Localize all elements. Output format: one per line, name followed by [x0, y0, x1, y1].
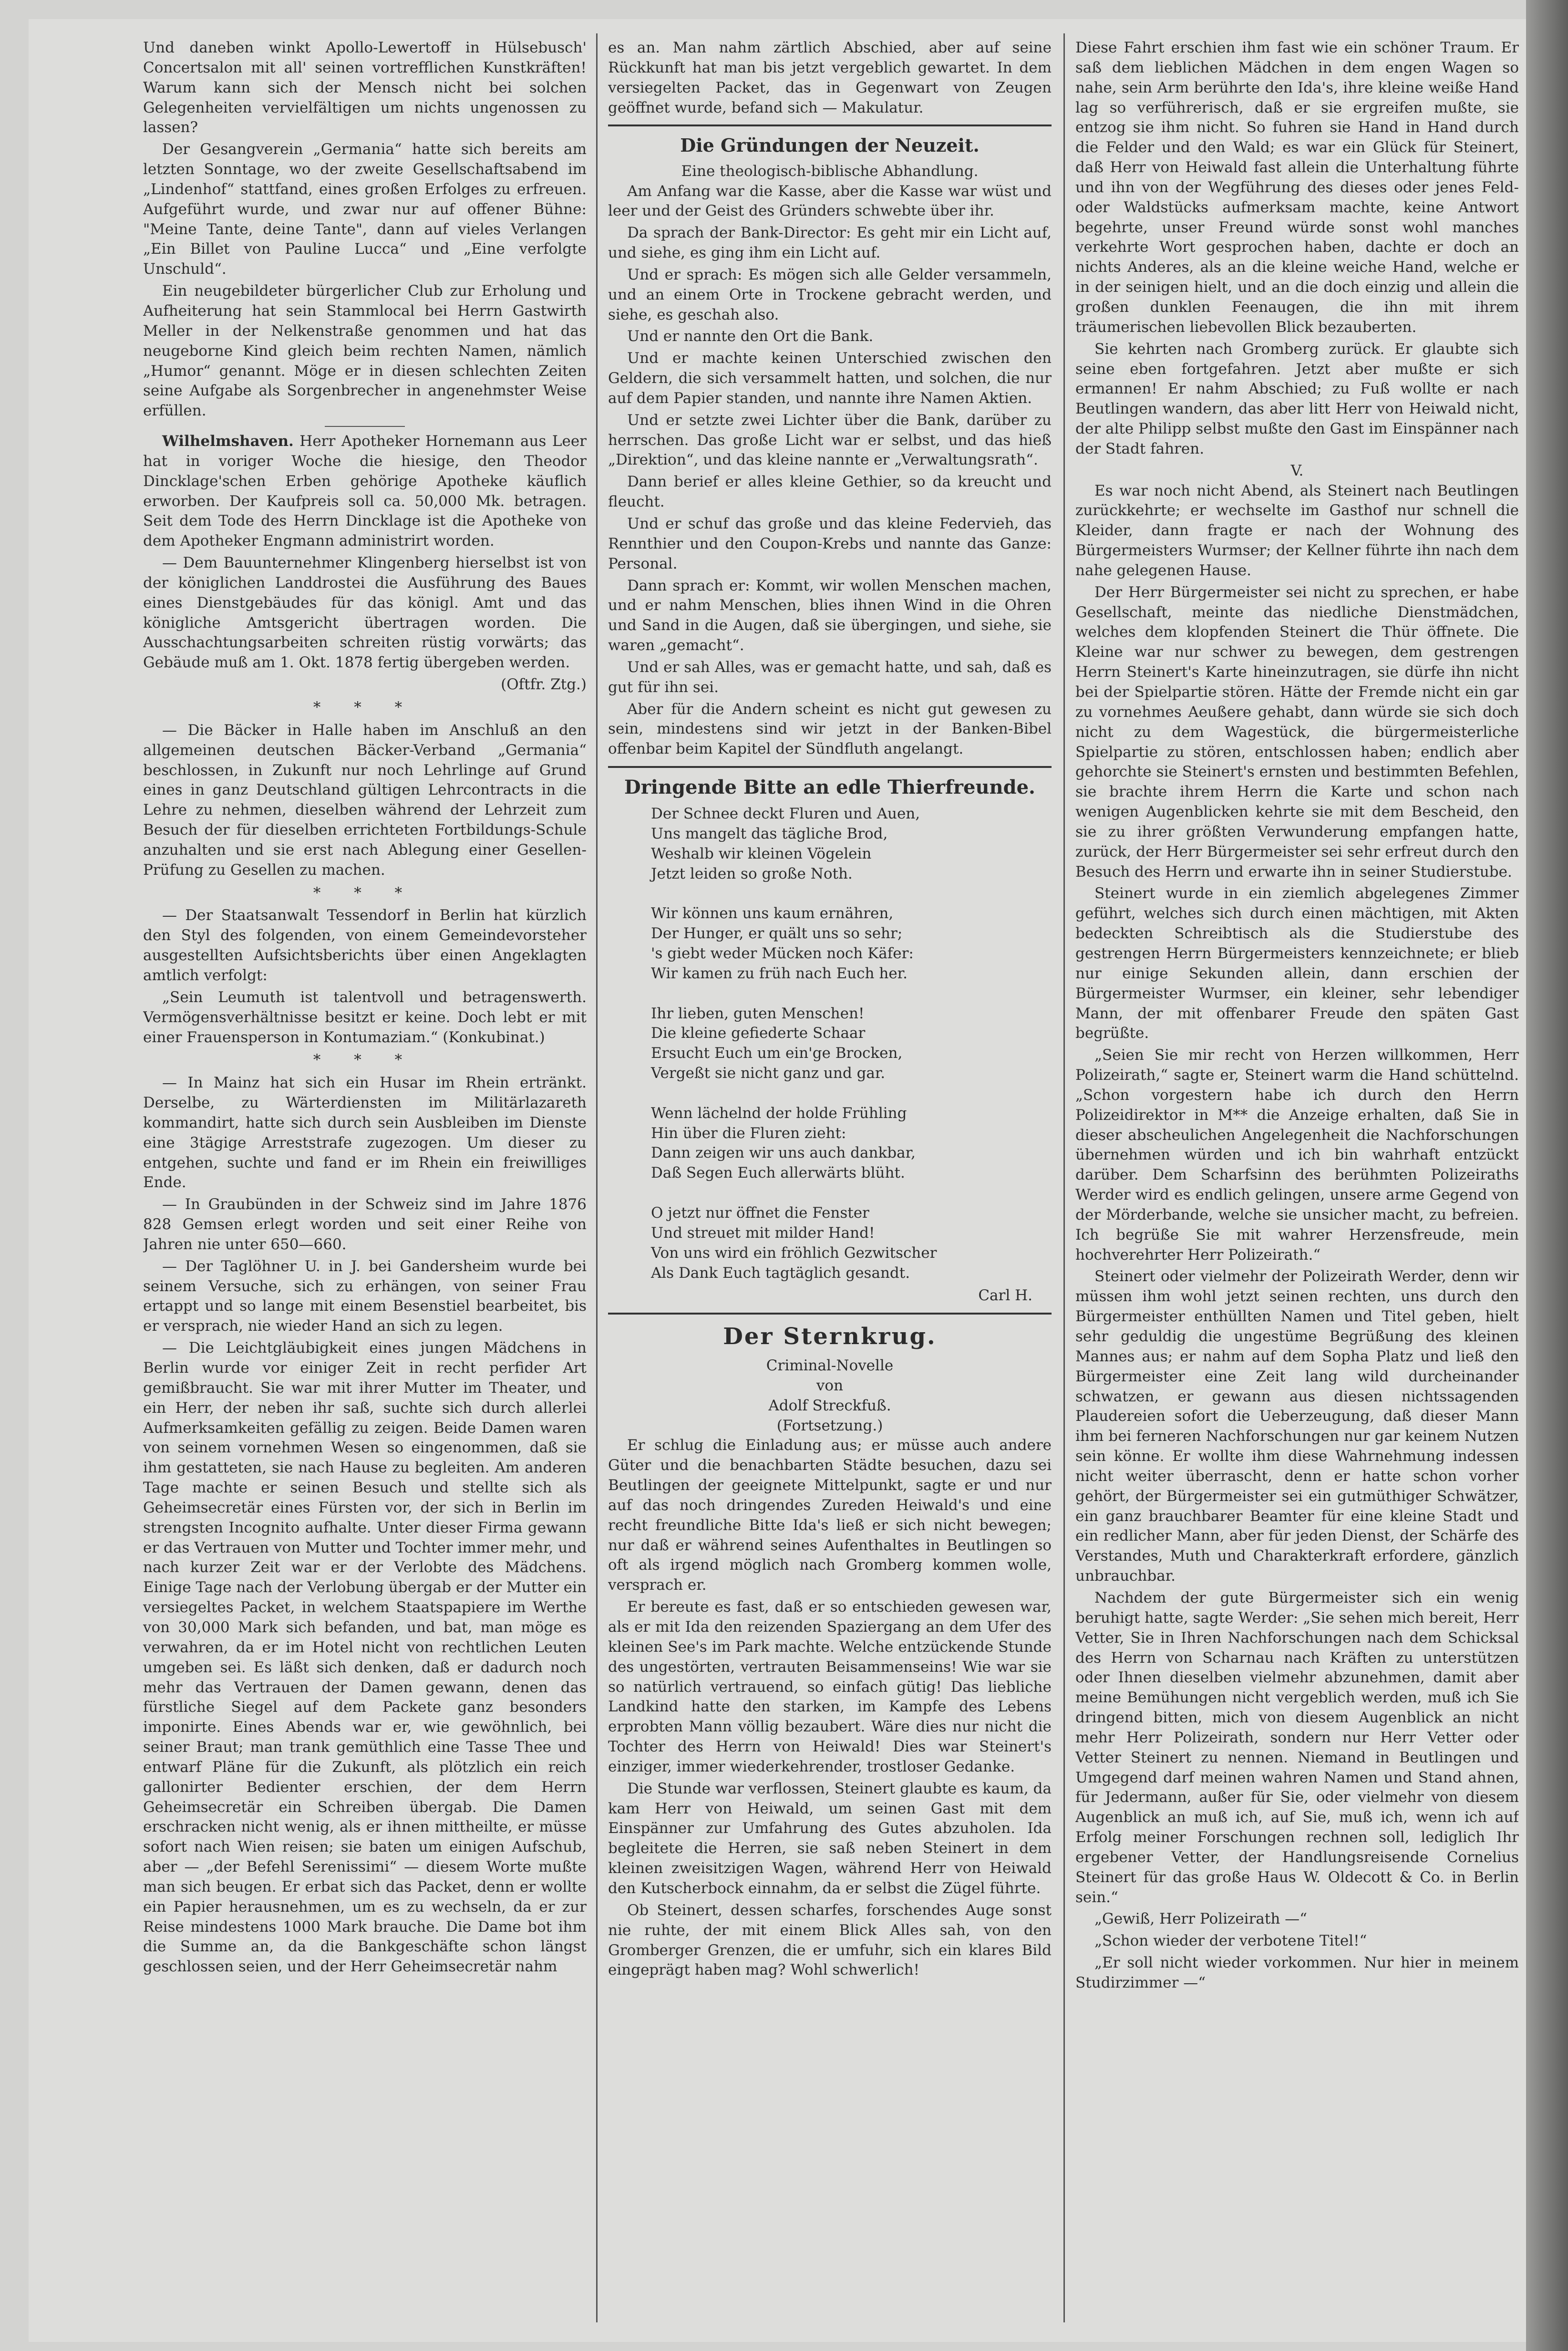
paragraph: Da sprach der Bank-Director: Es geht mir ein Licht auf, und siehe, es ging ihm ein Licht auf.: [608, 224, 1052, 262]
column-middle: [608, 38, 1052, 2313]
dateline: Wilhelmshaven.: [162, 433, 294, 450]
paragraph: Und er nannte den Ort die Bank.: [627, 328, 874, 345]
column-rule-right: [1063, 33, 1065, 2322]
paragraph: „Er soll nicht wieder vorkommen. Nur hier in meinem Studirzimmer —“: [1075, 1954, 1519, 1991]
paragraph: — In Mainz hat sich ein Husar im Rhein ertränkt. Derselbe, zu Wärterdiensten im Militärlazareth kommandirt, hatte sich durch sein Ausbleiben im Dienste eine 3tägige Arreststrafe zugezogen. Um dieser zu entgehen, suchte und fand er im Rhein ein freiwilliges Ende.: [143, 1074, 587, 1191]
poem-title: Dringende Bitte an edle Thierfreunde.: [624, 776, 1035, 799]
paragraph: Steinert wurde in ein ziemlich abgelegenes Zimmer geführt, welches sich durch einen mächtigen, mit Akten bedeckten Schreibtisch als die Studierstube des gestrengen Herrn Bürgermeisters kennzeichnete; er blieb nur einige Sekunden allein, dann erschien der Bürgermeister Wurmser, ein kleiner, sehr lebendiger Mann, der mit offenbarer Freude den späten Gast begrüßte.: [1075, 885, 1519, 1042]
paragraph: Dann berief er alles kleine Gethier, so da kreucht und fleucht.: [608, 473, 1052, 511]
paragraph: Er bereute es fast, daß er so entschieden gewesen war, als er mit Ida den reizenden Spaziergang an dem Ufer des kleinen See's im Park machte. Welche entzückende Stunde des ungestörten, vertrauten Beisammenseins! Wie war sie so natürlich vertrauend, so einfach gütig! Das liebliche Landkind hatte den starken, im Kampfe des Lebens erprobten Mann völlig bezaubert. Wäre dies nur nicht die Tochter des Herrn von Heiwald! Dies war Steinert's einziger, immer wiederkehrender, trostloser Gedanke.: [608, 1598, 1052, 1775]
asterism: * * *: [313, 1051, 417, 1069]
article-subtitle: Eine theologisch-biblische Abhandlung.: [681, 162, 979, 180]
chapter-number: V.: [1290, 462, 1304, 479]
section-rule: [608, 766, 1052, 768]
paragraph: es an. Man nahm zärtlich Abschied, aber auf seine Rückkunft hat man bis jetzt vergeblich gewartet. In dem versiegelten Packet, das in Gegenwart von Zeugen geöffnet wurde, befand sich — Makulatur.: [608, 39, 1052, 116]
paragraph: Ob Steinert, dessen scharfes, forschendes Auge sonst nie ruhte, der mit einem Blick Alles sah, von den Gromberger Grenzen, die er umfuhr, sich ein klares Bild eingeprägt haben mag? Wohl schwerlich!: [608, 1901, 1052, 1979]
poem-stanza: Wenn lächelnd der holde Frühling Hin über die Fluren zieht: Dann zeigen wir uns auch dankbar, Daß Segen Euch allerwärts blüht.: [651, 1104, 916, 1182]
paragraph: — Die Bäcker in Halle haben im Anschluß an den allgemeinen deutschen Bäcker-Verband „Germania“ beschlossen, in Zukunft nur noch Lehrlinge auf Grund eines in ganz Deutschland gültigen Lehrcontracts in die Lehre zu nehmen, dieselben während der Lehrzeit zum Besuch der für dieselben errichteten Fortbildungs-Schule anzuhalten und sie erst nach Ablegung einer Gesellen-Prüfung zu Gesellen zu machen.: [143, 721, 587, 879]
page-edge: [1526, 0, 1568, 2351]
poem-stanza: Wir können uns kaum ernähren, Der Hunger, er quält uns so sehr; 's giebt weder Mücken noch Käfer: Wir kamen zu früh nach Euch her.: [651, 905, 914, 982]
source-credit: (Oftfr. Ztg.): [501, 676, 587, 694]
paragraph: Am Anfang war die Kasse, aber die Kasse war wüst und leer und der Geist des Gründers schwebte über ihr.: [608, 182, 1052, 220]
novella-by: von: [816, 1377, 844, 1394]
paragraph: Und daneben winkt Apollo-Lewertoff in Hülsebusch' Concertsalon mit all' seinen vortrefflichen Kunstkräften! Warum kann sich der Mensch nicht bei solchen Gelegenheiten vervielfältigen um nichts ungenossen zu lassen?: [143, 39, 587, 136]
paragraph: — Die Leichtgläubigkeit eines jungen Mädchens in Berlin wurde vor einiger Zeit in recht perfider Art gemißbraucht. Sie war mit ihrer Mutter im Theater, und ein Herr, der neben ihr saß, suchte sich durch allerlei Aufmerksamkeiten gefällig zu zeigen. Beide Damen waren von seinem vornehmen Wesen so eingenommen, daß sie ihm gestatteten, sie nach Hause zu begleiten. Am anderen Tage machte er seinen Besuch und stellte sich als Geheimsecretär eines Fürsten vor, der sich in Berlin im strengsten Incognito aufhalte. Unter dieser Firma gewann er das Vertrauen von Mutter und Tochter immer mehr, und nach kurzer Zeit war er der Verlobte des Mädchens. Einige Tage nach der Verlobung übergab er der Mutter ein versiegeltes Packet, in welchem Staatspapiere im Werthe von 30,000 Mark sich befanden, und bat, man möge es verwahren, da er im Hotel nicht von rechtlichen Leuten umgeben sei. Es läßt sich denken, daß er dadurch noch mehr das Vertrauen der Damen gewann, denen das fürstliche Siegel auf dem Packete ganz besonders imponirte. Eines Abends war er, wie gewöhnlich, bei seiner Braut; man trank gemüthlich eine Tasse Thee und entwarf Pläne für die Zukunft, als plötzlich ein reich gallonirter Bedienter erschien, der dem Herrn Geheimsecretär ein Schreiben übergab. Die Damen erschracken nicht wenig, als er ihnen mittheilte, er müsse sofort nach Wien reisen; sie baten um einigen Aufschub, aber — „der Befehl Serenissimi“ — diesem Worte mußte man sich beugen. Er erbat sich das Packet, denn er wollte ein Papier herausnehmen, um es zu wechseln, da er zur Reise mindestens 1000 Mark brauche. Die Dame bot ihm die Summe an, da die Bankgeschäfte schon längst geschlossen seien, und der Herr Geheimsecretär nahm: [143, 1339, 587, 1976]
column-right: [1075, 38, 1519, 2313]
poem-stanza: O jetzt nur öffnet die Fenster Und streuet mit milder Hand! Von uns wird ein fröhlich Gezwitscher Als Dank Euch tagtäglich gesandt.: [651, 1204, 937, 1282]
paragraph: Und er schuf das große und das kleine Federvieh, das Rennthier und den Coupon-Krebs und nannte das Ganze: Personal.: [608, 515, 1052, 572]
novella-continuation: (Fortsetzung.): [776, 1417, 883, 1434]
paragraph: — Dem Bauunternehmer Klingenberg hierselbst ist von der königlichen Landdrostei die Ausführung des Baues eines Dienstgebäudes für das königl. Amt und das königliche Amtsgericht übertragen worden. Die Ausschachtungsarbeiten schreiten rüstig vorwärts; das Gebäude muß am 1. Okt. 1878 fertig übergeben werden.: [143, 554, 587, 672]
asterism: * * *: [313, 699, 417, 716]
paragraph: Es war noch nicht Abend, als Steinert nach Beutlingen zurückkehrte; er wechselte im Gasthof nur schnell die Kleider, dann fragte er nach der Wohnung des Bürgermeisters Wurmser; der Kellner führte ihn nach dem nahe gelegenen Hause.: [1075, 482, 1519, 579]
paragraph: Und er machte keinen Unterschied zwischen den Geldern, die sich versammelt hatten, und solchen, die nur auf dem Papier standen, und nannte ihre Namen Aktien.: [608, 350, 1052, 407]
separator: [325, 426, 404, 427]
paragraph: Diese Fahrt erschien ihm fast wie ein schöner Traum. Er saß dem lieblichen Mädchen in dem engen Wagen so nahe, sein Arm berührte den Ida's, ihre kleine weiße Hand lag so verführerisch, daß er sie ergreifen mußte, sie entzog sie ihm nicht. So fuhren sie Hand in Hand durch die Felder und den Wald; es war ein Glück für Steinert, daß Herr von Heiwald fast allein die Unterhaltung führte und ihn von der Wegführung des dieses oder jenes Feld- oder Waldstücks aufmerksam machte, keine Antwort begehrte, unser Freund würde sonst wohl manches verkehrte Wort gesprochen haben, dachte er doch an nichts Anderes, als an die kleine weiche Hand, welche er in der seinigen hielt, und an die doch einzig und allein die großen dunklen Feenaugen, die ihn mit ihrem träumerischen liebevollen Blick bezauberten.: [1075, 39, 1519, 336]
paragraph: Und er sprach: Es mögen sich alle Gelder versammeln, und an einem Orte in Trockene gebracht werden, und siehe, es geschah also.: [608, 266, 1052, 323]
paragraph: — Der Staatsanwalt Tessendorf in Berlin hat kürzlich den Styl des folgenden, von einem Gemeindevorsteher ausgestellten Aufsichtsberichts über einen Angeklagten amtlich verfolgt:: [143, 907, 587, 984]
novella-author: Adolf Streckfuß.: [768, 1397, 891, 1414]
paragraph: Der Herr Bürgermeister sei nicht zu sprechen, er habe Gesellschaft, meinte das niedliche Dienstmädchen, welches dem klopfenden Steinert die Thür öffnete. Die Kleine war nur schwer zu bewegen, dem gestrengen Herrn Steinert's Karte hineinzutragen, sie dürfe ihn nicht bei der Spielpartie stören. Hätte der Fremde nicht ein gar zu vornehmes Aeußere gehabt, dann würde sie sich doch nicht zu dem Wagestück, die bürgermeisterliche Spielpartie zu stören, entschlossen haben; endlich aber gehorchte sie Steinert's ernsten und bestimmten Befehlen, sie brachte ihrem Herrn die Karte und schon nach wenigen Augenblicken kehrte sie mit dem Bescheid, den sie zu ihrer größten Verwunderung empfangen hatte, zurück, der Herr Bürgermeister sei sehr erfreut durch den Besuch des Herrn und erwarte ihn in seiner Studierstube.: [1075, 583, 1519, 880]
paragraph: „Gewiß, Herr Polizeirath —“: [1094, 1910, 1308, 1928]
paragraph: Nachdem der gute Bürgermeister sich ein wenig beruhigt hatte, sagte Werder: „Sie sehen mich bereit, Herr Vetter, Sie in Ihren Nachforschungen nach dem Schicksal des Herrn von Scharnau nach Kräften zu unterstützen oder Ihnen dieselben vielmehr abzunehmen, damit aber meine Bemühungen nicht vergeblich werden, muß ich Sie dringend bitten, mich von diesem Augenblick an nicht mehr Herr Polizeirath, sondern nur Herr Vetter oder Vetter Steinert zu nennen. Niemand in Beutlingen und Umgegend darf meinen wahren Namen und Stand ahnen, für Jedermann, außer für Sie, oder vielmehr von diesem Augenblick an muß ich, auf Sie, muß ich, wenn ich auf Erfolg meiner Forschungen rechnen soll, lediglich Ihr ergebener Vetter, der Handlungsreisende Cornelius Steinert für das große Haus W. Oldecott & Co. in Berlin sein.“: [1075, 1589, 1519, 1906]
poem-signature: Carl H.: [978, 1287, 1032, 1305]
poem-stanza: Der Schnee deckt Fluren und Auen, Uns mangelt das tägliche Brod, Weshalb wir kleinen Vögelein Jetzt leiden so große Noth.: [651, 805, 920, 882]
novella-genre: Criminal-Novelle: [766, 1357, 894, 1375]
column-rule-left: [596, 33, 598, 2322]
paragraph: „Schon wieder der verbotene Titel!“: [1094, 1932, 1367, 1950]
quotation: „Sein Leumuth ist talentvoll und betragenswerth. Vermögensverhältnisse besitzt er keine. Doch lebt er mit einer Frauensperson in Kontumaziam.“ (Konkubinat.): [143, 988, 587, 1046]
paragraph: — In Graubünden in der Schweiz sind im Jahre 1876 828 Gemsen erlegt worden und seit einer Reihe von Jahren nie unter 650—660.: [143, 1196, 587, 1253]
paragraph: Dann sprach er: Kommt, wir wollen Menschen machen, und er nahm Menschen, blies ihnen Wind in die Ohren und Sand in die Augen, daß sie übergingen, und siehe, sie waren „gemacht“.: [608, 577, 1052, 654]
paragraph: „Seien Sie mir recht von Herzen willkommen, Herr Polizeirath,“ sagte er, Steinert warm die Hand schüttelnd. „Schon vorgestern habe ich durch den Herrn Polizeidirektor in M** die Anzeige erhalten, daß Sie in dieser abscheulichen Angelegenheit die Nachforschungen übernehmen würden und ich bin wahrhaft entzückt darüber. Dem Scharfsinn des berühmten Polizeiraths Werder wird es endlich gelingen, unsere arme Gegend von der Mörderbande, welche sie unsicher macht, zu befreien. Ich begrüße Sie mit wahrer Herzensfreude, mein hochverehrter Herr Polizeirath.“: [1075, 1046, 1519, 1264]
section-rule: [608, 1313, 1052, 1315]
paragraph: Ein neugebildeter bürgerlicher Club zur Erholung und Aufheiterung hat sein Stammlocal bei Herrn Gastwirth Meller in der Nelkenstraße genommen und hat das neugeborne Kind gleich beim rechten Namen, nämlich „Humor“ genannt. Möge er in diesen schlechten Zeiten seine Aufgabe als Sorgenbrecher in angenehmster Weise erfüllen.: [143, 282, 587, 420]
paragraph-wilhelmshaven: Wilhelmshaven. Herr Apotheker Hornemann aus Leer hat in voriger Woche die hiesige, den Theodor Dincklage'schen Erben gehörige Apotheke käuflich erworben. Der Kaufpreis soll ca. 50,000 Mk. betragen. Seit dem Tode des Herrn Dincklage ist die Apotheke von dem Apotheker Engmann administrirt worden.: [143, 433, 587, 550]
paragraph: Und er setzte zwei Lichter über die Bank, darüber zu herrschen. Das große Licht war er selbst, und das hieß „Direktion“, und das kleine nannte er „Verwaltungsrath“.: [608, 411, 1052, 469]
paragraph: Er schlug die Einladung aus; er müsse auch andere Güter und die benachbarten Städte besuchen, dazu sei Beutlingen der geeignete Mittelpunkt, sagte er und nur auf das noch dringendes Zureden Heiwald's und eine recht freundliche Bitte Ida's ließ er sich nicht bewegen; nur daß er während seines Aufenthaltes in Beutlingen so oft als irgend möglich nach Gromberg kommen wolle, versprach er.: [608, 1437, 1052, 1594]
poem-stanza: Ihr lieben, guten Menschen! Die kleine gefiederte Schaar Ersucht Euch um ein'ge Brocken, Vergeßt sie nicht ganz und gar.: [651, 1005, 903, 1082]
section-rule: [608, 124, 1052, 126]
asterism: * * *: [313, 884, 417, 901]
paragraph: Aber für die Andern scheint es nicht gut gewesen zu sein, mindestens sind wir jetzt in der Banken-Bibel offenbar beim Kapitel der Sündfluth angelangt.: [608, 700, 1052, 758]
paragraph: Die Stunde war verflossen, Steinert glaubte es kaum, da kam Herr von Heiwald, um seinen Gast mit dem Einspänner zur Umfahrung des Gutes abzuholen. Ida begleitete die Herren, sie saß neben Steinert in dem kleinen zweisitzigen Wagen, während Herr von Heiwald den Kutscherbock einnahm, da er selbst die Zügel führte.: [608, 1780, 1052, 1897]
paragraph: Und er sah Alles, was er gemacht hatte, und sah, daß es gut für ihn sei.: [608, 658, 1052, 696]
paragraph: Der Gesangverein „Germania“ hatte sich bereits am letzten Sonntage, wo der zweite Gesellschaftsabend im „Lindenhof“ stattfand, eines großen Erfolges zu erfreuen. Aufgeführt wurde, und zwar nur auf offener Bühne: "Meine Tante, deine Tante", dann auf vieles Verlangen „Ein Billet von Pauline Lucca“ und „Eine verfolgte Unschuld“.: [143, 141, 587, 278]
novella-title: Der Sternkrug.: [723, 1323, 937, 1350]
paragraph: Sie kehrten nach Gromberg zurück. Er glaubte sich seine eben fortgefahren. Jetzt aber mußte er sich ermannen! Er nahm Abschied; zu Fuß wollte er nach Beutlingen wandern, das aber litt Herr von Heiwald nicht, der alte Philipp selbst mußte den Gast im Einspänner nach der Stadt fahren.: [1075, 340, 1519, 457]
paragraph: Steinert oder vielmehr der Polizeirath Werder, denn wir müssen ihm wohl jetzt seinen rechten, uns durch den Bürgermeister enthüllten Namen und Titel geben, hielt sehr geduldig die ungestüme Begrüßung des kleinen Mannes aus; er nahm auf dem Sopha Platz und ließ den Bürgermeister eine Zeit lang wild durcheinander schwatzen, er gewann aus diesen nichtssagenden Plaudereien sofort die Ueberzeugung, daß dieser Mann ihm bei ferneren Nachforschungen nur gar keinem Nutzen sein könne. Er wollte ihm diese Wahrnehmung indessen nicht weiter überrascht, denn er hatte schon vorher gehört, der Bürgermeister sei ein gutmüthiger Schwätzer, ein ganz brauchbarer Beamter für eine kleine Stadt und ein redlicher Mann, aber für jeden Dienst, der Schärfe des Verstandes, Muth und Charakterkraft erfordere, gänzlich unbrauchbar.: [1075, 1268, 1519, 1585]
column-left: [143, 38, 587, 2313]
article-title: Die Gründungen der Neuzeit.: [680, 135, 980, 156]
paragraph: — Der Taglöhner U. in J. bei Gandersheim wurde bei seinem Versuche, sich zu erhängen, von seiner Frau ertappt und so lange mit einem Besenstiel bearbeitet, bis er versprach, nie wieder Hand an sich zu legen.: [143, 1257, 587, 1335]
